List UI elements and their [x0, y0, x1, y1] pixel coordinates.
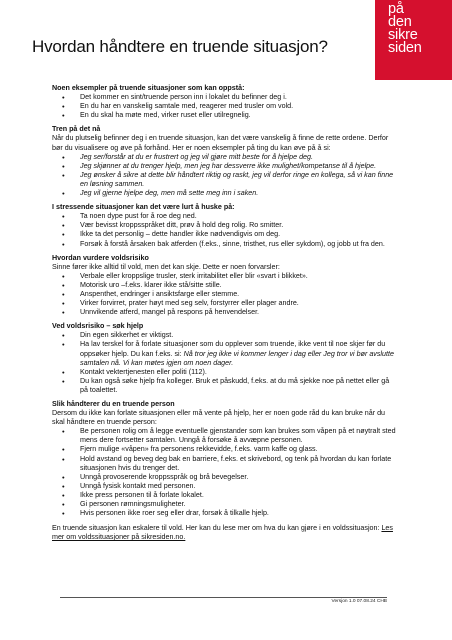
list-item: • Ta noen dype pust for å roe deg ned. [52, 212, 398, 221]
section-examples [52, 84, 398, 120]
list-item: • Ikke ta det personlig – dette handler ikke nødvendigvis om deg. [52, 230, 398, 239]
paragraph: Dersom du ikke kan forlate situasjonen eller må vente på hjelp, her er noen gode råd du kan bruke når du skal håndtere en truende person: [52, 409, 386, 427]
section-heading: I stressende situasjoner kan det være lurt å huske på: [52, 203, 235, 212]
read-more-link[interactable]: Les mer om voldssituasjoner på sikresiden.no. [52, 524, 393, 542]
logo-line: den [388, 14, 412, 30]
list-item: • Be personen rolig om å legge eventuelle gjenstander som kan brukes som våpen på et nøytralt sted mens dere fortsetter samtalen. Unngå å forsøke å avvæpne personen. [52, 427, 398, 445]
list-item: • Motorisk uro –f.eks. klarer ikke stå/sitte stille. [52, 281, 398, 290]
section-train [52, 125, 398, 198]
list-item [52, 340, 398, 367]
footer-divider [60, 597, 387, 598]
list-item: • Anspenthet, endringer i ansiktsfarge eller stemme. [52, 290, 398, 299]
list-item-text: Din egen sikkerhet er viktigst. [80, 331, 174, 340]
list-item: • Jeg ser/forstår at du er frustrert og jeg vil gjøre mitt beste for å hjelpe deg. [52, 153, 398, 162]
section-heading: Ved voldsrisiko – søk hjelp [52, 322, 144, 331]
section-assess [52, 254, 398, 318]
page-title: Hvordan håndtere en truende situasjon? [32, 37, 328, 56]
list-item [52, 368, 398, 377]
logo-line: på [388, 1, 404, 17]
section-stress [52, 203, 398, 248]
section-heading: Slik håndterer du en truende person [52, 400, 175, 408]
logo-line: siden [388, 40, 422, 56]
list-item-text: Du kan også søke hjelp fra kolleger. Bruk et påskudd, f.eks. at du må sjekke noe på nettet eller gå på toalettet. [80, 376, 390, 394]
list-item: • Hold avstand og beveg deg bak en barriere, f.eks. et skrivebord, og tenk på hvordan du kan forlate situasjonen hvis du trenger det. [52, 455, 398, 473]
version-label: Versjon 1.0 07.08.24 CHB [331, 599, 387, 604]
bullet-list [52, 153, 398, 198]
bullet-list [52, 93, 398, 120]
section-heading: Tren på det nå [52, 125, 101, 134]
section-closing [52, 524, 398, 542]
section-handle [52, 400, 398, 518]
list-item: • Det kommer en sint/truende person inn i lokalet du befinner deg i. [52, 93, 398, 102]
bullet-list [52, 272, 398, 317]
list-item [52, 331, 398, 340]
section-heading: Hvordan vurdere voldsrisiko [52, 253, 149, 262]
list-item: • Verbale eller kroppslige trusler, sterk irritabilitet eller blir «svart i blikket». [52, 272, 398, 281]
list-item: • Unngå provoserende kroppsspråk og brå bevegelser. [52, 473, 398, 482]
list-item: • Virker forvirret, prater høyt med seg selv, forstyrrer eller plager andre. [52, 299, 398, 308]
example-phrase: Nå tror jeg ikke vi kommer lenger i dag eller Jeg tror vi bør avslutte samtalen nå. Vi kan møtes igjen om noen dager. [80, 349, 394, 367]
list-item-text: Ha lav terskel for å forlate situasjoner som du opplever som truende, ikke vent til noe skjer før du oppsøker hjelp. Du kan f.eks. si: [80, 340, 386, 358]
paragraph: Når du plutselig befinner deg i en truende situasjon, kan det være vanskelig å finne de rette ordene. Derfor bør du visualisere og øve på forhånd. Her er noen eksempler på ting du kan øve på å si: [52, 134, 389, 152]
list-item: • Vær bevisst kroppsspråket ditt, prøv å hold deg rolig. Ro smitter. [52, 221, 398, 230]
list-item: • Fjern mulige «våpen» fra personens rekkevidde, f.eks. varm kaffe og glass. [52, 445, 398, 454]
list-item: • Ikke press personen til å forlate lokalet. [52, 491, 398, 500]
list-item-text: Kontakt vektertjenesten eller politi (112). [80, 367, 207, 376]
paragraph [52, 524, 398, 542]
paragraph: Sinne fører ikke alltid til vold, men det kan skje. Dette er noen forvarsler: [52, 262, 280, 271]
logo-line: sikre [388, 27, 418, 43]
closing-text: En truende situasjon kan eskalere til vold. Her kan du lese mer om hva du kan gjøre i en voldssituasjon: [52, 524, 382, 533]
section-heading: Noen eksempler på truende situasjoner som kan oppstå: [52, 84, 245, 92]
list-item: • Unnvikende atferd, mangel på respons på henvendelser. [52, 308, 398, 317]
list-item [52, 377, 398, 395]
bullet-list [52, 212, 398, 248]
list-item: • En du har en vanskelig samtale med, reagerer med trusler om vold. [52, 102, 398, 111]
logo[interactable] [375, 0, 452, 80]
list-item: • En du skal ha møte med, virker ruset eller utilregnelig. [52, 111, 398, 120]
bullet-list [52, 427, 398, 518]
list-item: • Hvis personen ikke roer seg eller drar, forsøk å tilkalle hjelp. [52, 509, 398, 518]
list-item: • Jeg vil gjerne hjelpe deg, men må sette meg inn i saken. [52, 189, 398, 198]
document-body [52, 84, 398, 548]
list-item: • Jeg ønsker å sikre at dette blir håndtert riktig og raskt, jeg vil derfor ringe en kollega, så vi kan finne en løsning sammen. [52, 171, 398, 189]
bullet-list [52, 331, 398, 395]
list-item: • Forsøk å forstå årsaken bak atferden (f.eks., sinne, tristhet, rus eller sykdom), og jobb ut fra den. [52, 240, 398, 249]
list-item: • Jeg skjønner at du trenger hjelp, men jeg har dessverre ikke mulighet/kompetanse til å hjelpe. [52, 162, 398, 171]
section-help [52, 322, 398, 395]
list-item: • Gi personen rømningsmuligheter. [52, 500, 398, 509]
list-item: • Unngå fysisk kontakt med personen. [52, 482, 398, 491]
